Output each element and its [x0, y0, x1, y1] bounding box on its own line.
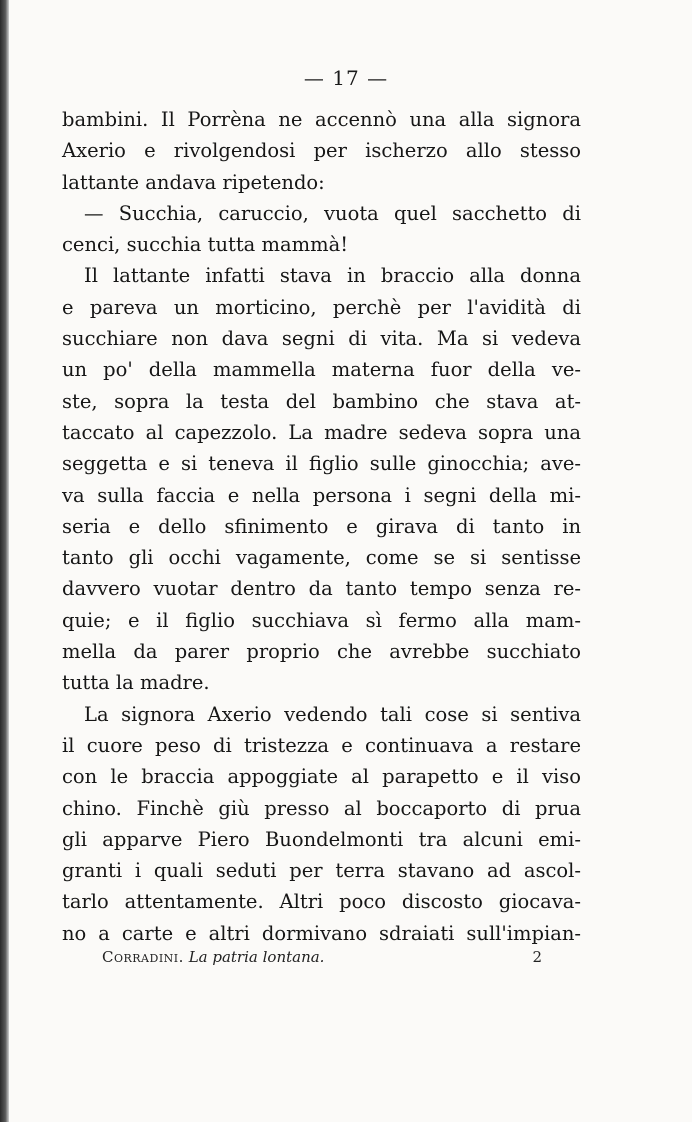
text-line: tanto gli occhi vagamente, come se si sentisse: [62, 546, 581, 570]
text-line: quie; e il figlio succhiava sì fermo alla mam-: [62, 608, 581, 632]
footer-signature: 2: [532, 948, 542, 966]
text-line: succhiare non dava segni di vita. Ma si vedeva: [62, 327, 581, 351]
text-line: lattante andava ripetendo:: [62, 170, 325, 194]
body-text: [62, 104, 581, 949]
page-footer: [102, 948, 542, 966]
text-line: un po' della mammella materna fuor della ve-: [62, 358, 581, 382]
text-line: no a carte e altri dormivano sdraiati sull'impian-: [62, 921, 581, 945]
text-line: tarlo attentamente. Altri poco discosto giocava-: [62, 890, 581, 914]
text-line: ste, sopra la testa del bambino che stava at-: [62, 389, 581, 413]
text-line: Axerio e rivolgendosi per ischerzo allo stesso: [62, 139, 581, 163]
binding-edge: [0, 0, 9, 1122]
text-line: Il lattante infatti stava in braccio alla donna: [84, 264, 581, 288]
text-line: cenci, succhia tutta mammà!: [62, 233, 349, 257]
text-line: chino. Finchè giù presso al boccaporto di prua: [62, 796, 581, 820]
page-number: — 17 —: [303, 66, 389, 90]
text-line: granti i quali seduti per terra stavano ad ascol-: [62, 859, 581, 883]
text-line: La signora Axerio vedendo tali cose si sentiva: [84, 702, 581, 726]
text-line: seggetta e si teneva il figlio sulle ginocchia; ave-: [62, 452, 581, 476]
text-line: va sulla faccia e nella persona i segni della mi-: [62, 483, 581, 507]
text-line: con le braccia appoggiate al parapetto e il viso: [62, 765, 581, 789]
footer-author: Corradini.: [102, 948, 184, 966]
text-line: mella da parer proprio che avrebbe succhiato: [62, 640, 581, 664]
text-line: taccato al capezzolo. La madre sedeva sopra una: [62, 420, 581, 444]
text-line: e pareva un morticino, perchè per l'avidità di: [62, 295, 581, 319]
text-line: seria e dello sfinimento e girava di tanto in: [62, 514, 581, 538]
footer-title: La patria lontana.: [188, 948, 325, 966]
text-line: tutta la madre.: [62, 671, 210, 695]
text-line: il cuore peso di tristezza e continuava a restare: [62, 733, 581, 757]
text-line: davvero vuotar dentro da tanto tempo senza re-: [62, 577, 581, 601]
text-line: — Succhia, caruccio, vuota quel sacchetto di: [84, 201, 581, 225]
text-line: gli apparve Piero Buondelmonti tra alcuni emi-: [62, 827, 581, 851]
text-line: bambini. Il Porrèna ne accennò una alla signora: [62, 108, 581, 131]
